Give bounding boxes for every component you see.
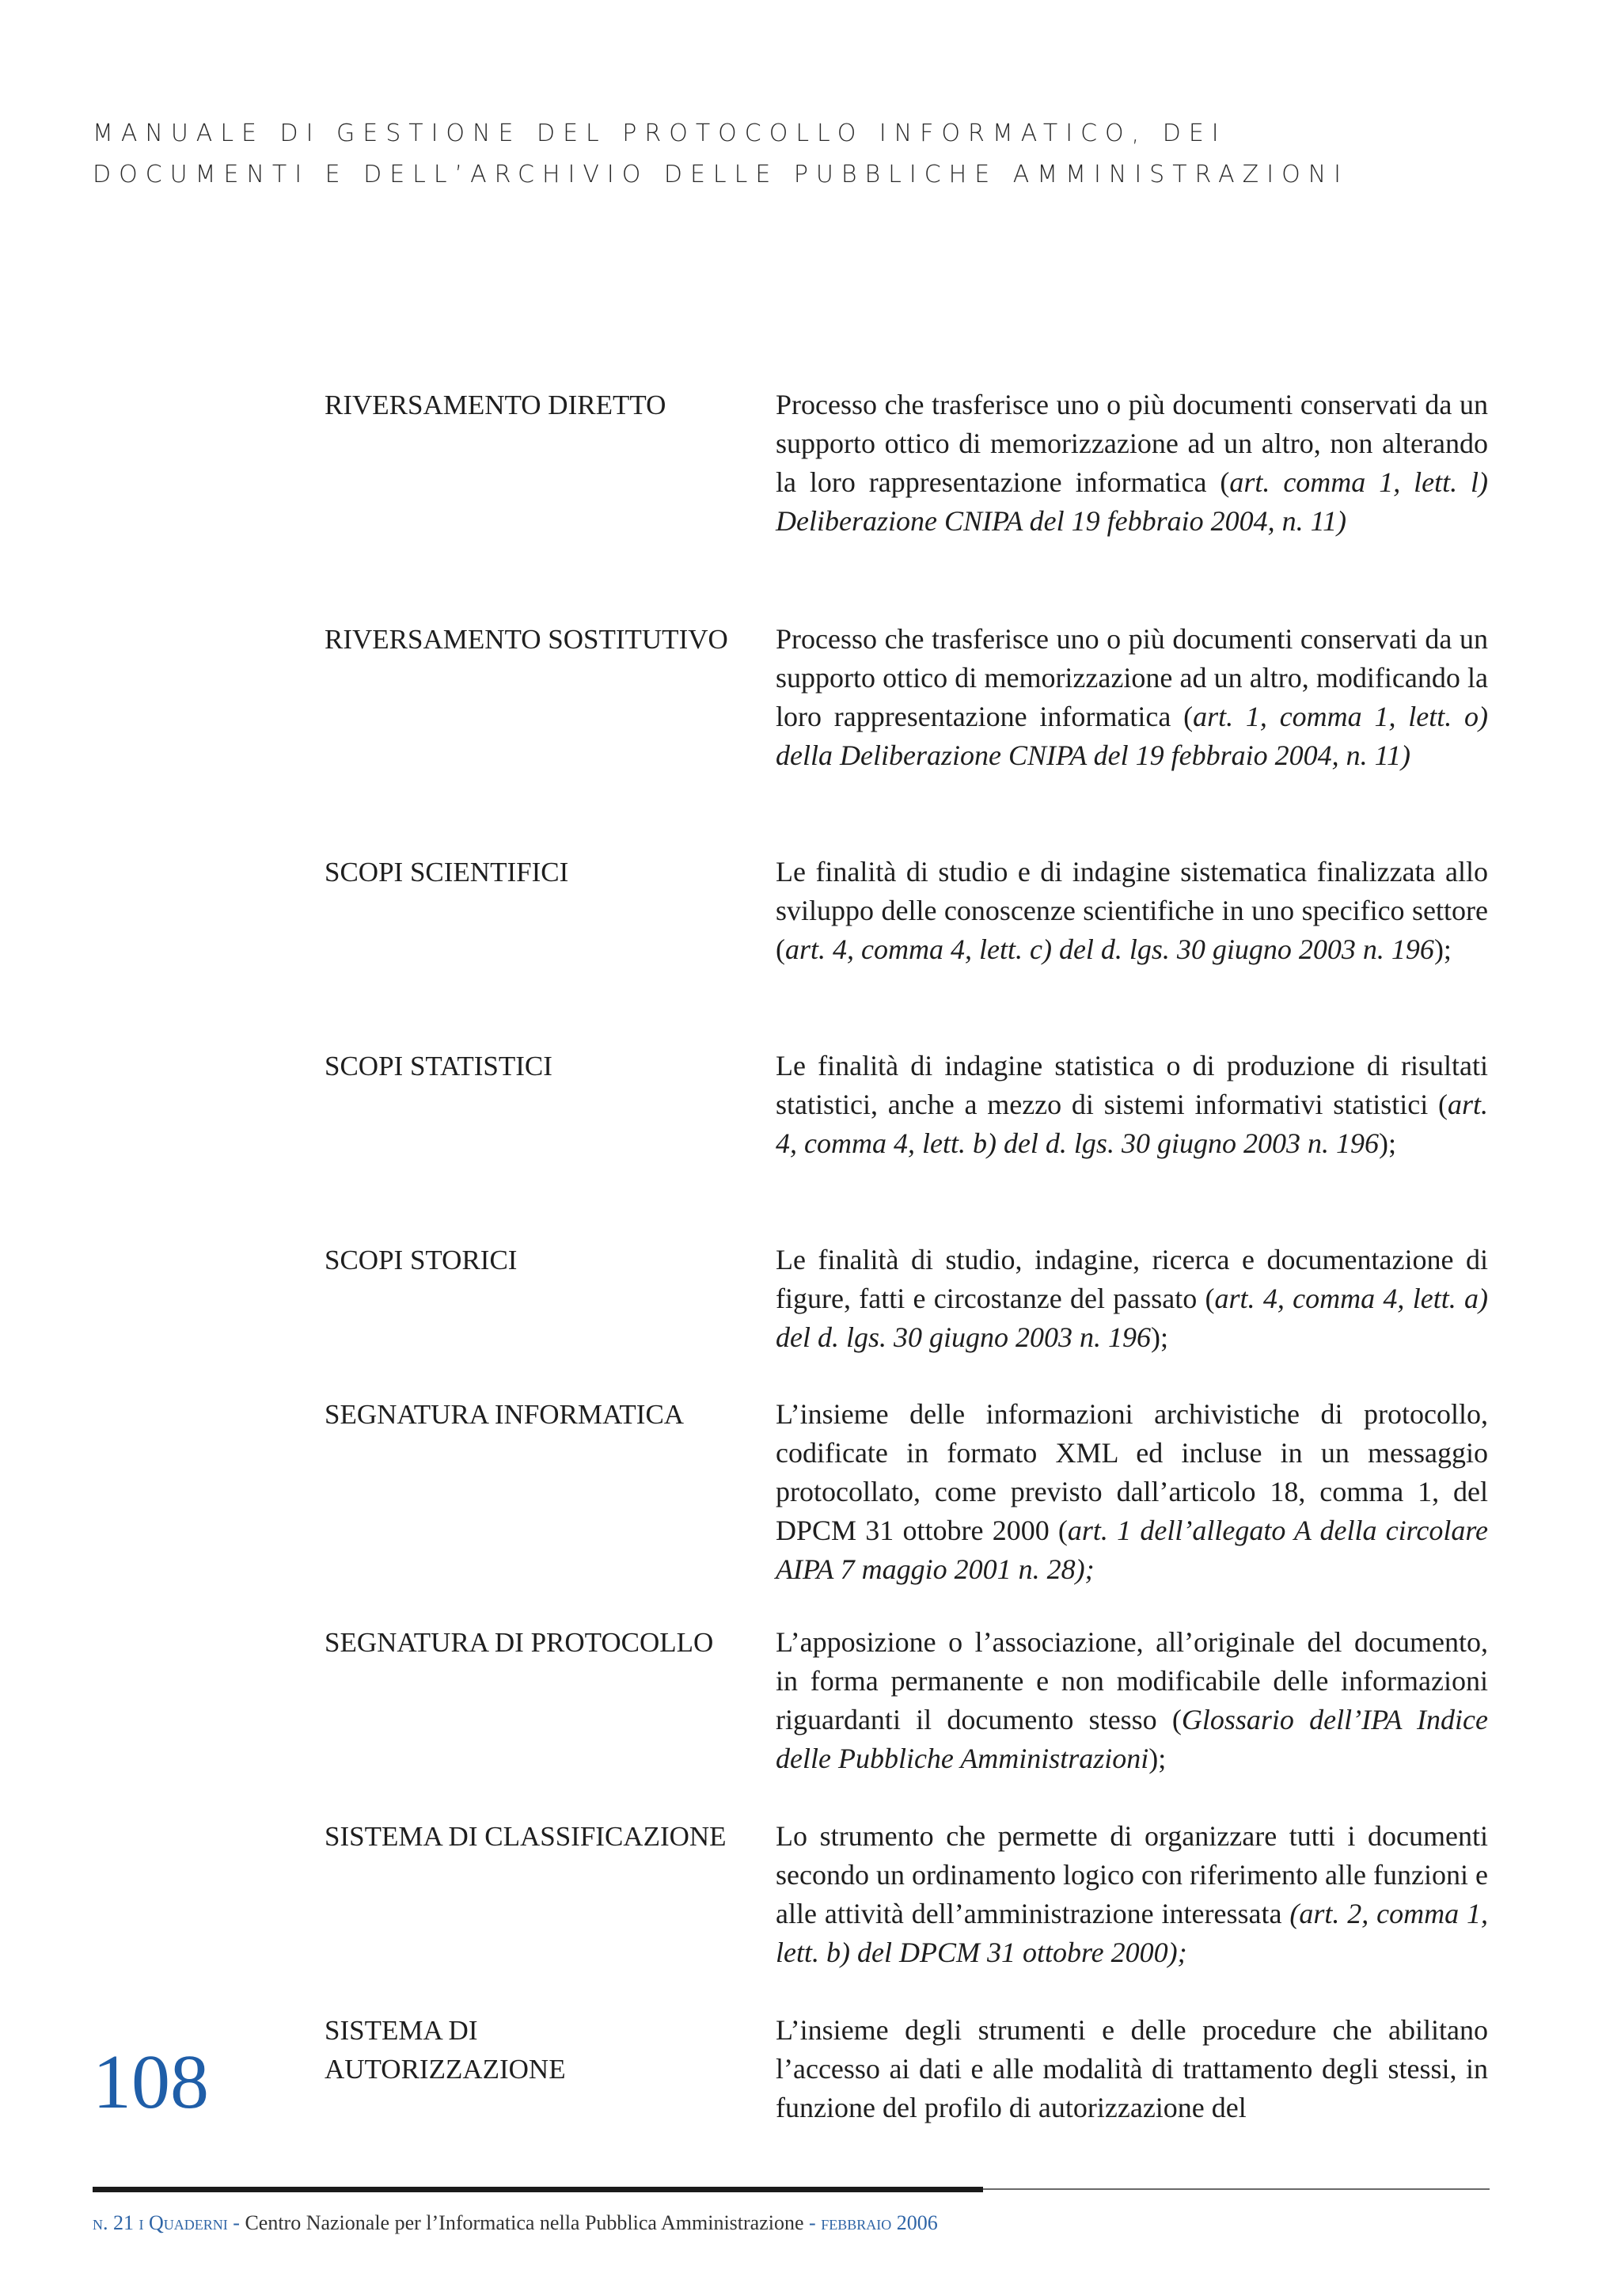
definition-tail: );: [1148, 1743, 1167, 1774]
definition-text: L’apposizione o l’associazione, all’originale del documento, in forma permanente e non modificabile delle informazioni riguardanti il documento stesso (: [776, 1626, 1488, 1735]
glossary-term: SISTEMA DI CLASSIFICAZIONE: [325, 1821, 727, 1852]
glossary-definition: [776, 1395, 1488, 1589]
definition-tail: );: [1151, 1321, 1168, 1353]
glossary-definition: [776, 2011, 1488, 2127]
definition-tail: );: [1378, 1127, 1396, 1159]
legal-reference: art. 4, comma 4, lett. b) del d. lgs. 30 giugno 2003 n. 196: [776, 1089, 1488, 1159]
legal-reference: Glossario dell’IPA Indice delle Pubbliche Amministrazioni: [776, 1704, 1488, 1774]
page-footer: [93, 2209, 1517, 2237]
glossary-definition: [776, 1047, 1488, 1163]
definition-text: Le finalità di studio, indagine, ricerca e documentazione di figure, fatti e circostanze del passato (: [776, 1244, 1488, 1314]
glossary-term: SCOPI STATISTICI: [325, 1051, 552, 1081]
glossary-term: SCOPI STORICI: [325, 1245, 518, 1275]
legal-reference: art. comma 1, lett. l) Deliberazione CNIPA del 19 febbraio 2004, n. 11): [776, 466, 1488, 537]
running-header: [93, 113, 1501, 196]
footer-date: febbraio 2006: [821, 2211, 938, 2234]
page-number: 108: [93, 2039, 209, 2125]
footer-divider-bar: [93, 2187, 983, 2192]
legal-reference: (art. 2, comma 1, lett. b) del DPCM 31 ottobre 2000);: [776, 1898, 1489, 1968]
definition-text: Le finalità di studio e di indagine sistematica finalizzata allo sviluppo delle conoscenze scientifiche in uno specifico settore (: [776, 856, 1488, 965]
definition-text: Processo che trasferisce uno o più documenti conservati da un supporto ottico di memorizzazione ad un altro, non alterando la loro rappresentazione informatica (: [776, 389, 1488, 498]
glossary-term: RIVERSAMENTO DIRETTO: [325, 390, 666, 420]
glossary-term: SEGNATURA DI PROTOCOLLO: [325, 1627, 714, 1658]
footer-publisher: Centro Nazionale per l’Informatica nella Pubblica Amministrazione: [245, 2211, 804, 2234]
definition-text: Processo che trasferisce uno o più documenti conservati da un supporto ottico di memorizzazione ad un altro, modificando la loro rappresentazione informatica (: [776, 623, 1488, 732]
legal-reference: art. 4, comma 4, lett. a) del d. lgs. 30 giugno 2003 n. 196: [776, 1283, 1488, 1353]
glossary-term: RIVERSAMENTO SOSTITUTIVO: [325, 624, 728, 655]
footer-separator: -: [227, 2211, 245, 2234]
glossary-definition: [776, 1817, 1488, 1972]
footer-separator: -: [803, 2211, 822, 2234]
definition-text: L’insieme delle informazioni archivistiche di protocollo, codificate in formato XML ed incluse in un messaggio protocollato, come previsto dall’articolo 18, comma 1, del DPCM 31 ottobre 2000 (: [776, 1398, 1488, 1546]
legal-reference: art. 4, comma 4, lett. c) del d. lgs. 30 giugno 2003 n. 196: [785, 933, 1434, 965]
glossary-definition: [776, 620, 1488, 775]
definition-text: Lo strumento che permette di organizzare tutti i documenti secondo un ordinamento logico con riferimento alle funzioni e alle attività dell’amministrazione interessata: [776, 1820, 1488, 1929]
legal-reference: art. 1, comma 1, lett. o) della Deliberazione CNIPA del 19 febbraio 2004, n. 11): [776, 701, 1488, 771]
definition-tail: );: [1433, 933, 1452, 965]
legal-reference: art. 1 dell’allegato A della circolare AIPA 7 maggio 2001 n. 28);: [776, 1515, 1488, 1585]
glossary-term: SCOPI SCIENTIFICI: [325, 857, 569, 888]
glossary-definition: [776, 386, 1488, 541]
running-header-line-1: MANUALE DI GESTIONE DEL PROTOCOLLO INFORMATICO, DEI: [93, 120, 1227, 147]
glossary-definition: [776, 1241, 1488, 1357]
glossary-definition: [776, 853, 1488, 969]
definition-text: L’insieme degli strumenti e delle procedure che abilitano l’accesso ai dati e alle modalità di trattamento degli stessi, in funzione del profilo di autorizzazione del: [776, 2014, 1488, 2123]
running-header-line-2: DOCUMENTI E DELL’ARCHIVIO DELLE PUBBLICHE AMMINISTRAZIONI: [93, 161, 1349, 188]
glossary-term: SISTEMA DI AUTORIZZAZIONE: [325, 2015, 566, 2085]
glossary-definition: [776, 1623, 1488, 1778]
definition-text: Le finalità di indagine statistica o di produzione di risultati statistici, anche a mezzo di sistemi informativi statistici (: [776, 1050, 1488, 1120]
glossary-term: SEGNATURA INFORMATICA: [325, 1399, 685, 1430]
footer-issue: n. 21 i Quaderni: [93, 2211, 228, 2234]
